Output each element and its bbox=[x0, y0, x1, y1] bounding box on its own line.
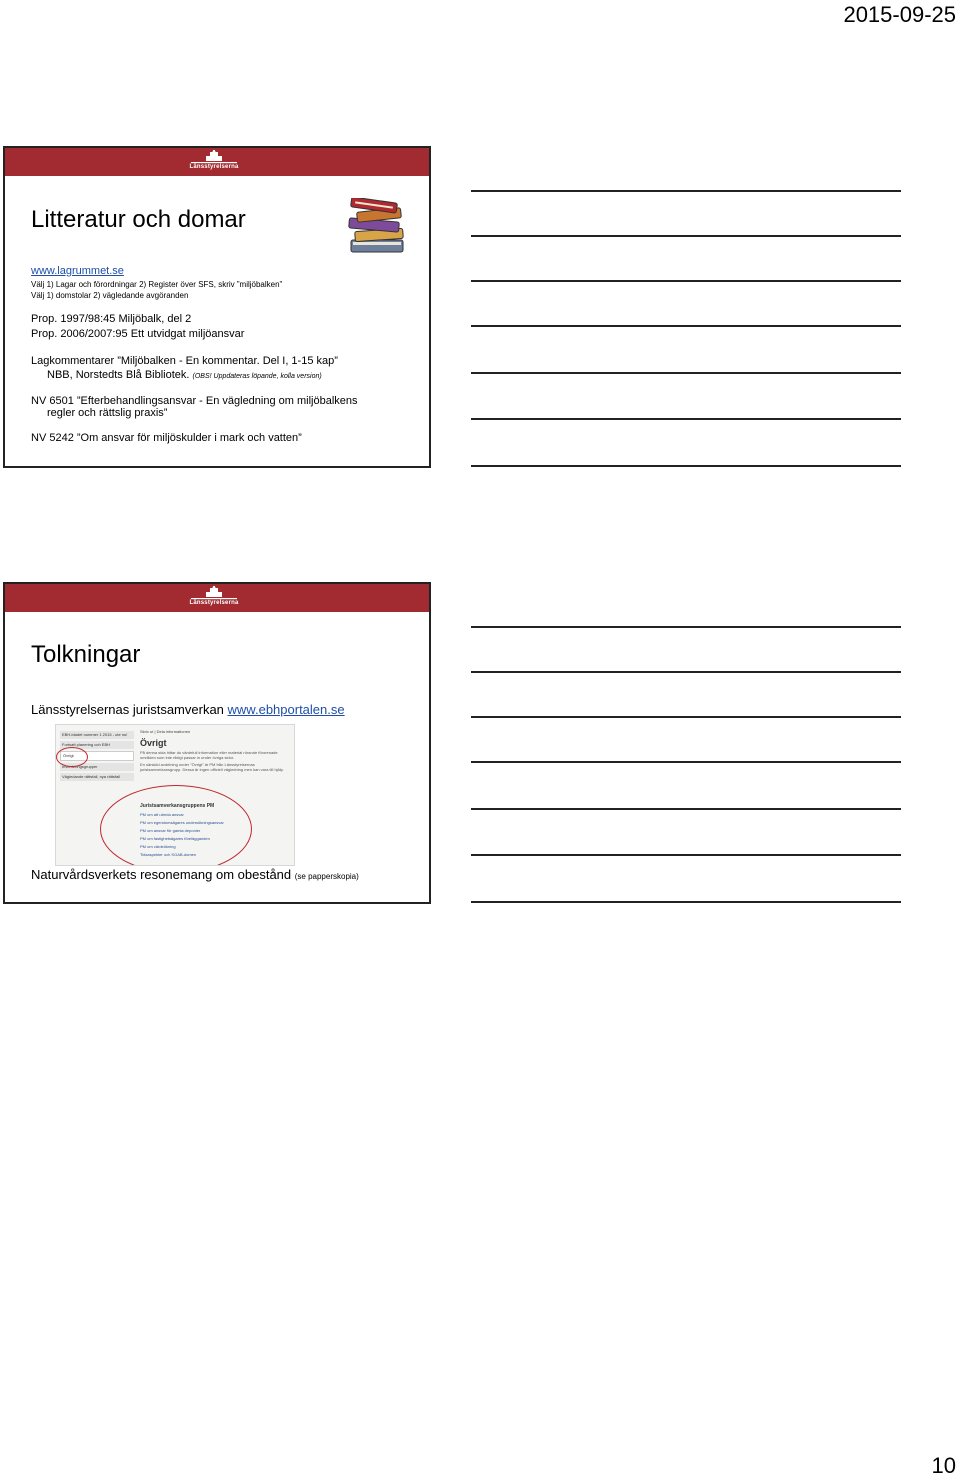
note-line bbox=[471, 235, 901, 237]
note-line bbox=[471, 626, 901, 628]
screenshot-heading: Övrigt bbox=[140, 738, 167, 748]
ebhportalen-screenshot bbox=[55, 724, 295, 866]
note-line bbox=[471, 854, 901, 856]
prop-2006: Prop. 2006/2007:95 Ett utvidgat miljöansvar bbox=[31, 328, 245, 340]
pm-link: PM om fastighetsägares förelägganden bbox=[140, 836, 210, 841]
page-date: 2015-09-25 bbox=[843, 2, 956, 27]
screenshot-tabs: Skriv ut | Dela informationen bbox=[140, 729, 191, 734]
lansstyrelserna-logo: Länsstyrelserna bbox=[188, 586, 240, 610]
screenshot-paragraph: På denna sida hittar du värdefull information eller material rörande förorenade områden som inte riktigt passar in under övriga sidor. bbox=[140, 750, 278, 760]
pm-link: PM om egendomsägares undersökningsansvar bbox=[140, 820, 224, 825]
juristsamverkan-line: Länsstyrelsernas juristsamverkan www.ebhportalen.se bbox=[31, 702, 345, 717]
note-line bbox=[471, 325, 901, 327]
screenshot-paragraph: En särskild avdelning under ”Övrigt” är PM från Länsstyrelsernas juristsamverkansgrupp. Dessa är ingen officiell vägledning men kan vara till hjälp. bbox=[140, 762, 284, 772]
slide-banner bbox=[5, 584, 429, 612]
screenshot-content bbox=[140, 729, 290, 772]
menu-item: Vägledande rättsfall, nya rättsfall bbox=[60, 773, 134, 781]
nv6501-line-1: NV 6501 ”Efterbehandlingsansvar - En vägledning om miljöbalkens bbox=[31, 395, 358, 407]
obs-note: (OBS! Uppdateras löpande, kolla version) bbox=[192, 373, 322, 380]
slide-interpretations bbox=[3, 582, 431, 904]
lansstyrelserna-logo: Länsstyrelserna bbox=[188, 150, 240, 174]
slide-title: Litteratur och domar bbox=[31, 206, 246, 233]
menu-item: Inventeringsgrupper bbox=[60, 763, 134, 771]
menu-item: EBH-bladet nummer 1 2015 - ute nu! bbox=[60, 731, 134, 739]
menu-item-ovrigt: Övrigt bbox=[60, 751, 134, 761]
pm-link: PM om värdeökning bbox=[140, 844, 176, 849]
screenshot-pm-list: Juristsamverkansgruppens PM PM om att utreda ansvar PM om egendomsägares undersökningsansvar PM om ansvar för gamla deponier PM om fastighetsägares förelägganden PM om värdeökning Tidsaspekter och SGAB-domen bbox=[140, 803, 290, 863]
slide-literature bbox=[3, 146, 431, 468]
ebhportalen-link[interactable]: www.ebhportalen.se bbox=[227, 702, 345, 717]
pm-link: Tidsaspekter och SGAB-domen bbox=[140, 852, 197, 857]
note-line bbox=[471, 671, 901, 673]
highlight-circle bbox=[56, 747, 88, 767]
note-line bbox=[471, 372, 901, 374]
highlight-circle bbox=[100, 785, 252, 866]
instruction-line-2: Välj 1) domstolar 2) vägledande avgöranden bbox=[31, 291, 189, 300]
pm-link: PM om att utreda ansvar bbox=[140, 812, 184, 817]
note-line bbox=[471, 465, 901, 467]
note-line bbox=[471, 808, 901, 810]
lagkommentar-line-2: NBB, Norstedts Blå Bibliotek. (OBS! Uppdateras löpande, kolla version) bbox=[47, 369, 322, 381]
instruction-line-1: Välj 1) Lagar och förordningar 2) Register över SFS, skriv ”miljöbalken” bbox=[31, 280, 283, 289]
note-line bbox=[471, 190, 901, 192]
books-icon bbox=[345, 198, 409, 258]
note-line bbox=[471, 418, 901, 420]
note-line bbox=[471, 280, 901, 282]
note-line bbox=[471, 901, 901, 903]
menu-item: Fortsatt planering och EBH bbox=[60, 741, 134, 749]
lagkommentar-line-1: Lagkommentarer ”Miljöbalken - En kommentar. Del I, 1-15 kap” bbox=[31, 355, 338, 367]
slide-title: Tolkningar bbox=[31, 641, 141, 668]
note-line bbox=[471, 716, 901, 718]
nv5242: NV 5242 ”Om ansvar för miljöskulder i mark och vatten” bbox=[31, 432, 302, 444]
pm-link: PM om ansvar för gamla deponier bbox=[140, 828, 201, 833]
naturvardsverket-line: Naturvårdsverkets resonemang om obestånd (se papperskopia) bbox=[31, 867, 359, 882]
nv6501-line-2: regler och rättslig praxis” bbox=[47, 407, 168, 419]
prop-1997: Prop. 1997/98:45 Miljöbalk, del 2 bbox=[31, 313, 192, 325]
slide-banner bbox=[5, 148, 429, 176]
note-line bbox=[471, 761, 901, 763]
page-number: 10 bbox=[931, 1453, 956, 1478]
lagrummet-link[interactable]: www.lagrummet.se bbox=[31, 265, 124, 277]
